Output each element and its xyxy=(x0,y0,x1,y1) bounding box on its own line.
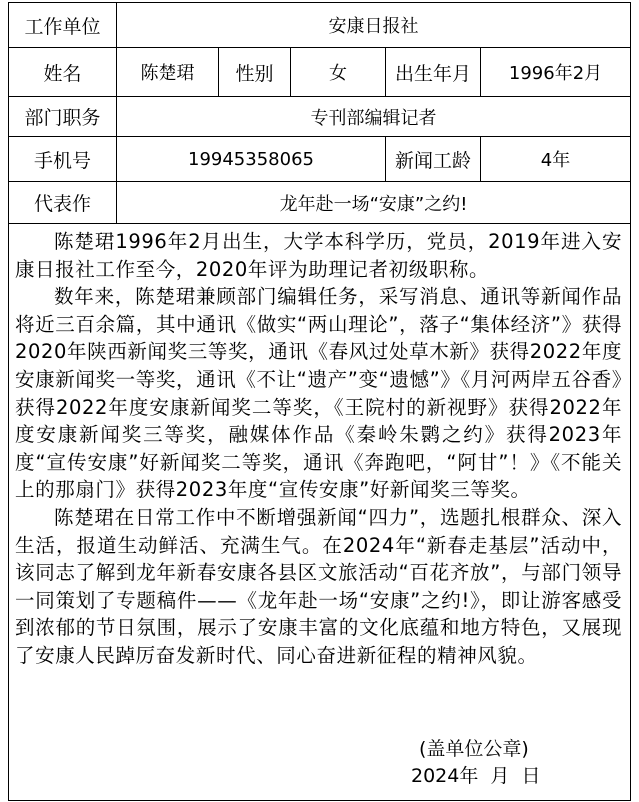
unit-value: 安康日报社 xyxy=(117,3,631,48)
description-text xyxy=(9,224,630,670)
seniority-value: 4年 xyxy=(481,137,631,182)
description-cell xyxy=(9,224,631,801)
dept-value: 专刊部编辑记者 xyxy=(117,97,631,137)
phone-value: 19945358065 xyxy=(117,137,386,182)
name-value: 陈楚珺 xyxy=(117,48,219,97)
paragraph: 数年来，陈楚珺兼顾部门编辑任务，采写消息、通讯等新闻作品将近三百余篇，其中通讯《做实“两山理论”，落子“集体经济”》获得2020年陕西新闻奖三等奖，通讯《春风过处草木新》获得2022年度安康新闻奖一等奖，通讯《不让“遗产”变“遗憾”》《月河两岸五谷香》获得2022年度安康新闻奖二等奖，《王院村的新视野》获得2022年度安康新闻奖三等奖，融媒体作品《秦岭朱鹮之约》获得2023年度“宣传安康”好新闻奖二等奖，通讯《奔跑吧，“阿甘”！》《不能关上的那扇门》获得2023年度“宣传安康”好新闻奖三等奖。 xyxy=(15,285,623,502)
paragraph: 陈楚珺在日常工作中不断增强新闻“四力”，选题扎根群众、深入生活，报道生动鲜活、充满生气。在2024年“新春走基层”活动中，该同志了解到龙年新春安康各县区文旅活动“百花齐放”，与部门领导一同策划了专题稿件——《龙年赴一场“安康”之约!》，即让游客感受到浓郁的节日氛围，展示了安康丰富的文化底蕴和地方特色，又展现了安康人民踔厉奋发新时代、同心奋进新征程的精神风貌。 xyxy=(15,505,623,667)
name-label: 姓名 xyxy=(9,48,117,97)
seal-block xyxy=(411,736,541,790)
paragraph: 陈楚珺1996年2月出生，大学本科学历，党员，2019年进入安康日报社工作至今，2020年评为助理记者初级职称。 xyxy=(15,230,623,281)
birth-value: 1996年2月 xyxy=(481,48,631,97)
phone-label: 手机号 xyxy=(9,137,117,182)
date-text: 2024年 月 日 xyxy=(411,765,541,787)
work-label: 代表作 xyxy=(9,182,117,224)
gender-label: 性别 xyxy=(219,48,291,97)
gender-value: 女 xyxy=(291,48,386,97)
birth-label: 出生年月 xyxy=(386,48,481,97)
unit-label: 工作单位 xyxy=(9,3,117,48)
work-value: 龙年赴一场“安康”之约! xyxy=(117,182,631,224)
seal-text: (盖单位公章) xyxy=(419,738,529,760)
dept-label: 部门职务 xyxy=(9,97,117,137)
application-form xyxy=(8,2,631,801)
seniority-label: 新闻工龄 xyxy=(386,137,481,182)
